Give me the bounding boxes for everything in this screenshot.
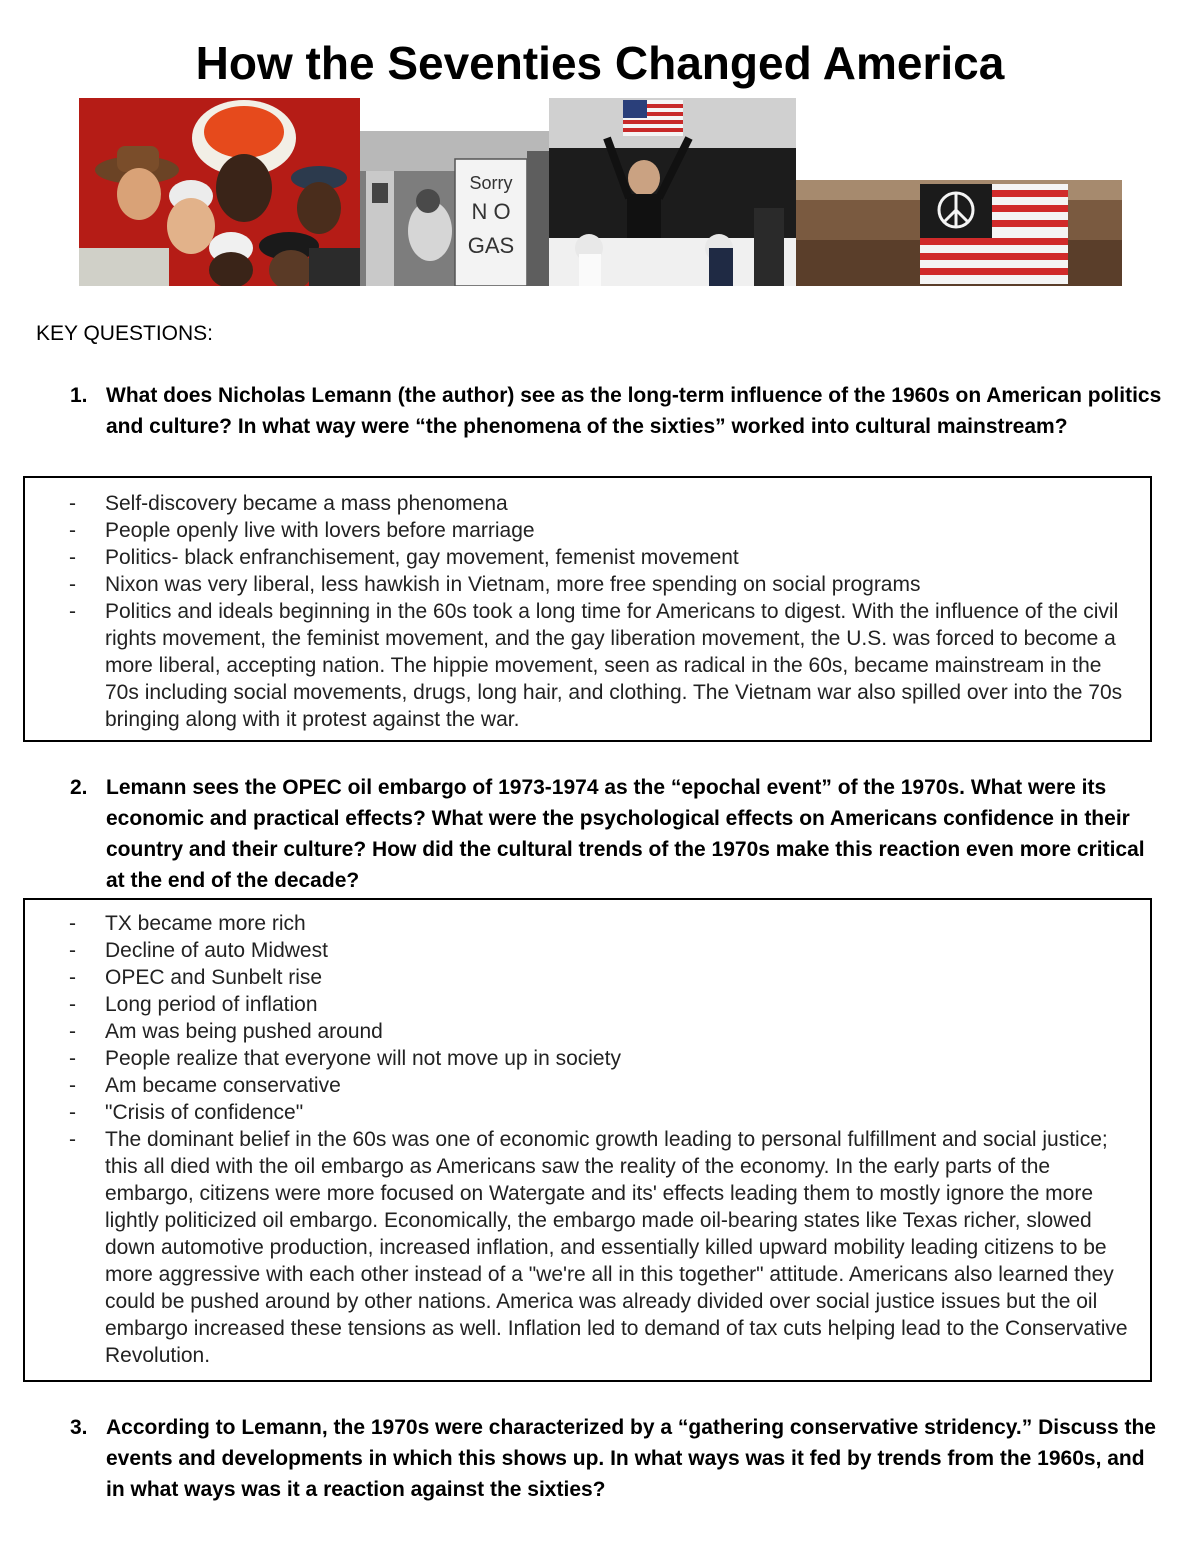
answer-1-item: - Self-discovery became a mass phenomena — [25, 490, 1150, 517]
president-departure-photo — [549, 98, 796, 286]
question-3-number: 3. — [70, 1416, 88, 1439]
page-title: How the Seventies Changed America — [195, 37, 1005, 89]
band-illustration — [79, 98, 360, 286]
question-1-number: 1. — [70, 384, 88, 407]
svg-text:Sorry: Sorry — [469, 173, 513, 193]
question-2-text: Lemann sees the OPEC oil embargo of 1973-1974 as the “epochal event” of the 1970s. What were its economic and practical effects? What were the psychological effects on Americans confidence in their country and their culture? How did the cultural trends of the 1970s make this reaction even more critical at the end of the decade? — [106, 776, 1145, 892]
gas-station-photo — [360, 131, 549, 286]
gas-station-illustration — [360, 131, 549, 286]
question-1-text: What does Nicholas Lemann (the author) see as the long-term influence of the 1960s on American politics and culture? In what way were “the phenomena of the sixties” worked into cultural mainstream? — [106, 384, 1162, 438]
answer-box-1 — [23, 476, 1152, 742]
answer-box-2 — [23, 898, 1152, 1382]
answer-list-1 — [25, 490, 1150, 733]
question-2-number: 2. — [70, 776, 88, 799]
answer-2-item: - "Crisis of confidence" — [25, 1099, 1150, 1126]
svg-text:GAS: GAS — [467, 233, 515, 258]
answer-1-item: - Politics- black enfranchisement, gay movement, femenist movement — [25, 544, 1150, 571]
answer-2-item: - Long period of inflation — [25, 991, 1150, 1018]
svg-text:N O: N O — [471, 199, 511, 224]
answer-2-item: - Am was being pushed around — [25, 1018, 1150, 1045]
protest-crowd-photo — [796, 180, 1122, 286]
answer-2-item: - Am became conservative — [25, 1072, 1150, 1099]
answer-1-item: - People openly live with lovers before marriage — [25, 517, 1150, 544]
answer-list-2 — [25, 910, 1150, 1369]
protest-illustration — [796, 180, 1122, 286]
answer-1-item: - Politics and ideals beginning in the 60s took a long time for Americans to digest. With the influence of the civil rights movement, the feminist movement, and the gay liberation movement, the U.S. was forced to become a more liberal, accepting nation. The hippie movement, seen as radical in the 60s, became mainstream in the 70s including social movements, drugs, long hair, and clothing. The Vietnam war also spilled over into the 70s bringing along with it protest against the war. — [25, 598, 1150, 733]
answer-2-item: - Decline of auto Midwest — [25, 937, 1150, 964]
president-illustration — [549, 98, 796, 286]
question-3-text: According to Lemann, the 1970s were characterized by a “gathering conservative stridency.” Discuss the events and developments in which this shows up. In what ways was it fed by trends from the 1960s, and in what ways was it a reaction against the sixties? — [106, 1416, 1156, 1501]
band-photo — [79, 98, 360, 286]
answer-2-item: - People realize that everyone will not move up in society — [25, 1045, 1150, 1072]
key-questions-heading: KEY QUESTIONS: — [36, 322, 213, 345]
answer-2-item: - TX became more rich — [25, 910, 1150, 937]
answer-1-item: - Nixon was very liberal, less hawkish in Vietnam, more free spending on social programs — [25, 571, 1150, 598]
answer-2-item: - OPEC and Sunbelt rise — [25, 964, 1150, 991]
answer-2-item: - The dominant belief in the 60s was one of economic growth leading to personal fulfillment and social justice; this all died with the oil embargo as Americans saw the reality of the economy. In the early parts of the embargo, citizens were more focused on Watergate and its' effects leading them to mostly ignore the more lightly politicized oil embargo. Economically, the embargo made oil-bearing states like Texas richer, slowed down automotive production, increased inflation, and essentially killed upward mobility leading citizens to be more aggressive with each other instead of a "we're all in this together" attitude. Americans also learned they could be pushed around by other nations. America was already divided over social justice issues but the oil embargo increased these tensions as well. Inflation led to demand of tax cuts helping lead to the Conservative Revolution. — [25, 1126, 1150, 1369]
